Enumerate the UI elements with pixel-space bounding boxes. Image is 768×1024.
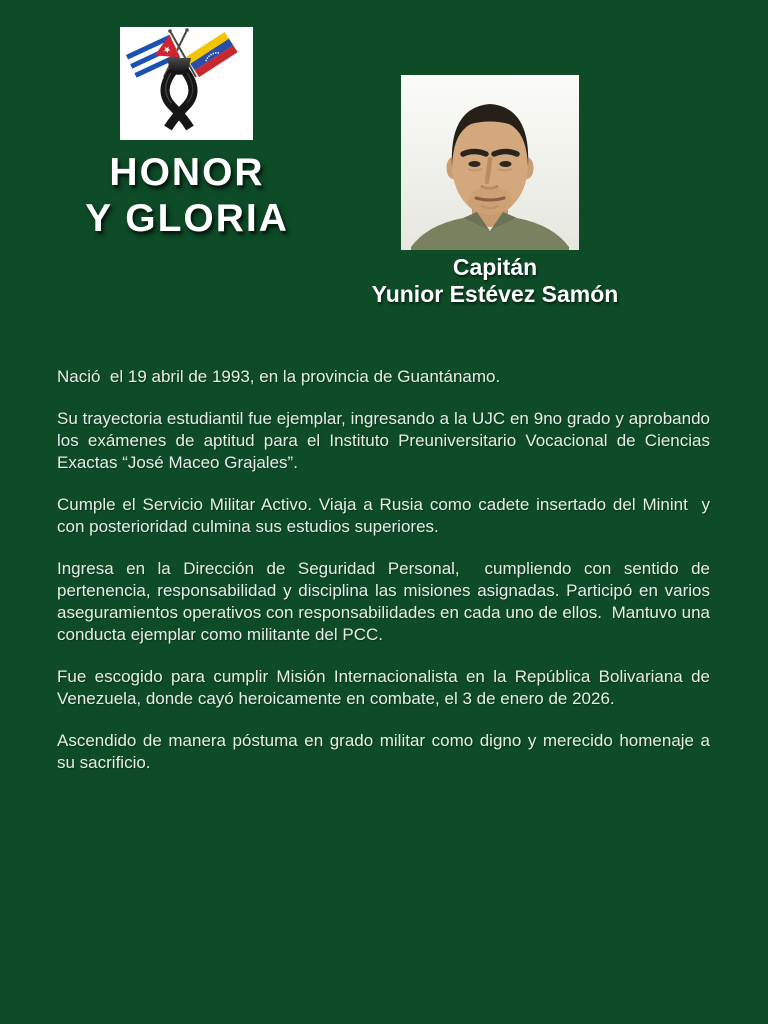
portrait-name: Yunior Estévez Samón [371, 281, 619, 307]
honor-title [37, 150, 337, 242]
bio-paragraph: Ingresa en la Dirección de Seguridad Personal, cumpliendo con sentido de pertenencia, responsabilidad y disciplina las misiones asignadas. Participó en varios aseguramientos operativos con responsabilidades en cada uno de ellos. Mantuvo una conducta ejemplar como militante del PCC. [57, 559, 715, 644]
bio-paragraph: Su trayectoria estudiantil fue ejemplar, ingresando a la UJC en 9no grado y aprobando los exámenes de aptitud para el Instituto Preuniversitario Vocacional de Ciencias Exactas “José Maceo Grajales”. [57, 409, 715, 472]
bio-paragraph: Nació el 19 abril de 1993, en la provincia de Guantánamo. [57, 367, 501, 386]
honor-title-line1: HONOR [109, 151, 265, 194]
crossed-flags-ribbon-icon [120, 27, 253, 140]
biography [57, 366, 715, 794]
bio-paragraph: Fue escogido para cumplir Misión Internacionalista en la República Bolivariana de Venezuela, donde cayó heroicamente en combate, el 3 de enero de 2026. [57, 667, 715, 708]
portrait-image [401, 75, 579, 250]
portrait-caption [330, 254, 660, 308]
bio-paragraph: Ascendido de manera póstuma en grado militar como digno y merecido homenaje a su sacrificio. [57, 731, 715, 772]
portrait-rank: Capitán [452, 254, 538, 280]
honor-title-line2: Y GLORIA [85, 197, 289, 240]
venezuela-flag-icon [186, 32, 238, 77]
bio-paragraph: Cumple el Servicio Militar Activo. Viaja a Rusia como cadete insertado del Minint y con posterioridad culmina sus estudios superiores. [57, 495, 715, 536]
portrait-photo [401, 75, 579, 250]
memorial-emblem [120, 27, 253, 140]
